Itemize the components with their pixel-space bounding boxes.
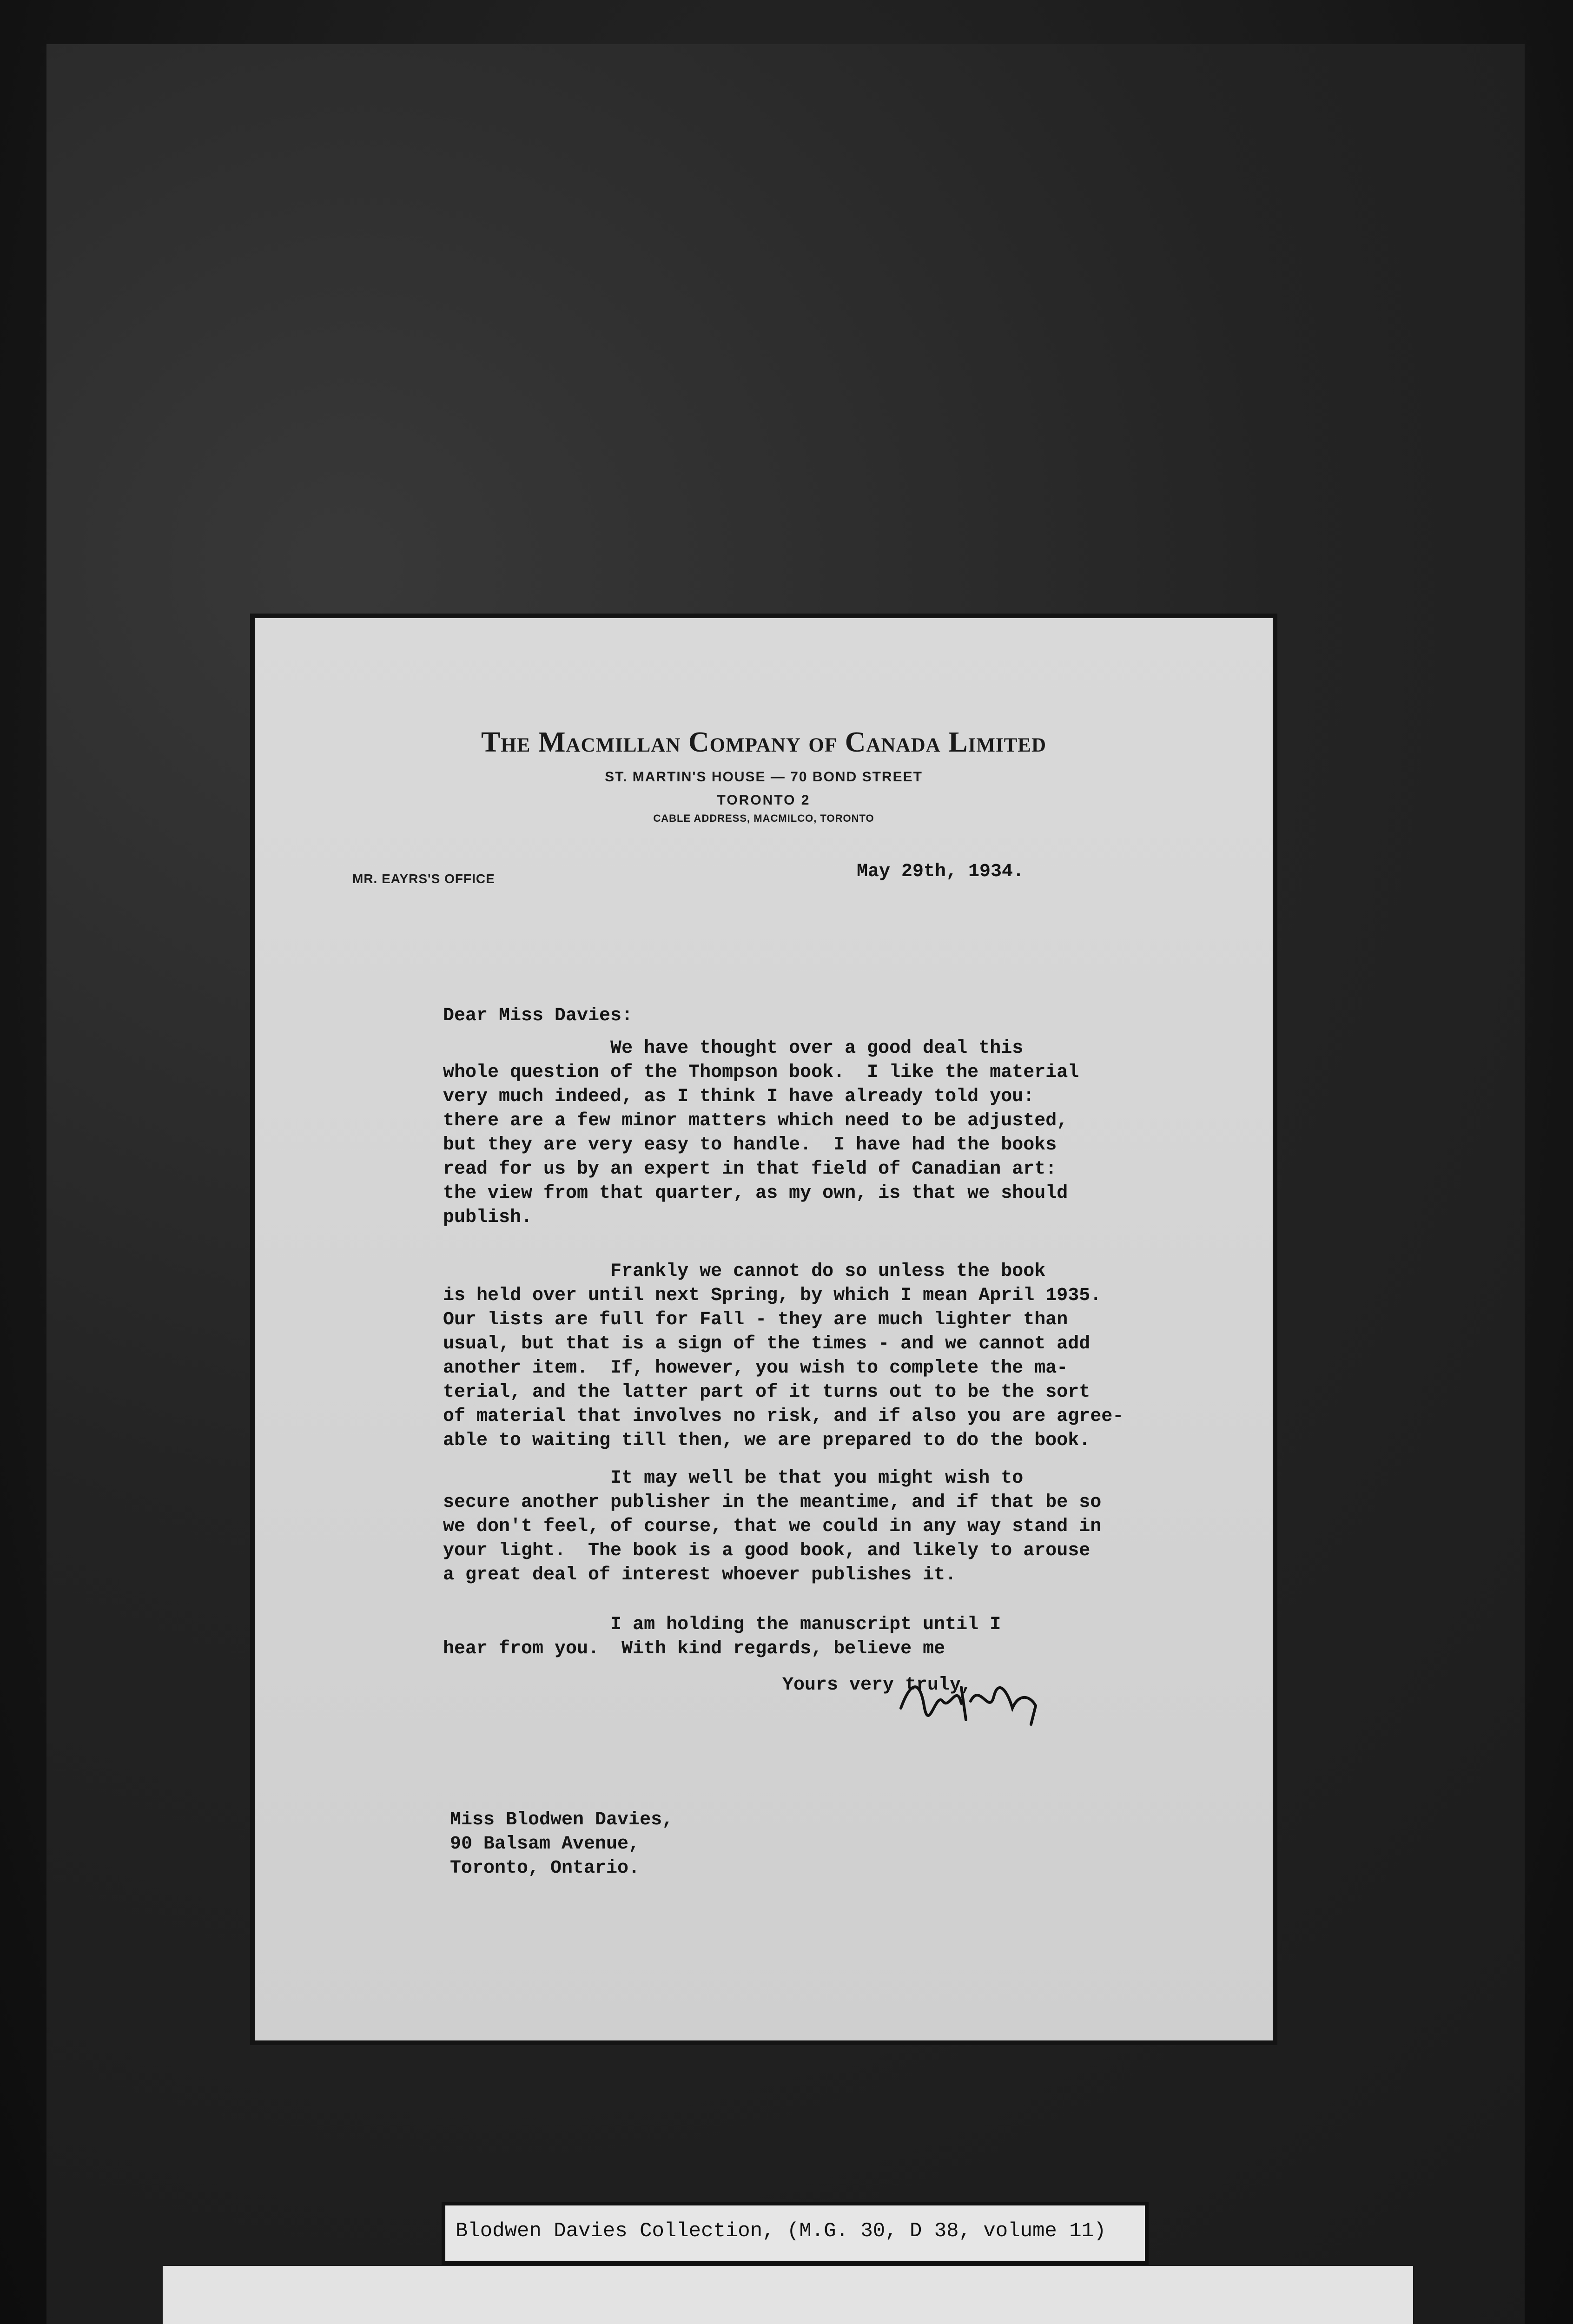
letter-paragraph: We have thought over a good deal this whole question of the Thompson book. I like the material very much indeed, as I think I have already told you: there are a few minor matters which need to be adjusted, but they are very easy to handle. I have had the books read for us by an expert in that field of Canadian art: the view from that quarter, as my own, is that we should publish. <box>443 1038 1079 1228</box>
letterhead-city: TORONTO 2 <box>717 792 811 808</box>
letter-closing: Yours very truly, <box>782 1675 972 1696</box>
letter-recipient-address: Miss Blodwen Davies, 90 Balsam Avenue, Toronto, Ontario. <box>450 1809 674 1879</box>
letter-salutation: Dear Miss Davies: <box>443 1005 633 1026</box>
letter-page <box>255 618 1273 2040</box>
collection-label-text: Blodwen Davies Collection, (M.G. 30, D 38, volume 11) <box>456 2219 1106 2243</box>
letter-date: May 29th, 1934. <box>857 861 1024 882</box>
letterhead-address: ST. MARTIN'S HOUSE — 70 BOND STREET <box>605 769 923 785</box>
letterhead-office: MR. EAYRS'S OFFICE <box>352 872 495 886</box>
collection-label <box>445 2205 1145 2261</box>
letter-paragraph: I am holding the manuscript until I hear from you. With kind regards, believe me <box>443 1614 1001 1659</box>
letterhead-cable-address: CABLE ADDRESS, MACMILCO, TORONTO <box>653 812 874 824</box>
letterhead-company: The Macmillan Company of Canada Limited <box>481 726 1046 758</box>
handwritten-signature <box>892 1664 1050 1729</box>
letter-paragraph: It may well be that you might wish to secure another publisher in the meantime, and if that be so we don't feel, of course, that we could in any way stand in your light. The book is a good book, and likely to arouse a great deal of interest whoever publishes it. <box>443 1468 1102 1585</box>
letter-paragraph: Frankly we cannot do so unless the book is held over until next Spring, by which I mean April 1935. Our lists are full for Fall - they are much lighter than usual, but that is a sign of the times - and we cannot add another item. If, however, you wish to complete the ma- terial, and the latter part of it turns out to be the sort of material that involves no risk, and if also you are agree- able to waiting till then, we are prepared to do the book. <box>443 1261 1124 1451</box>
archives-card <box>163 2266 1413 2324</box>
